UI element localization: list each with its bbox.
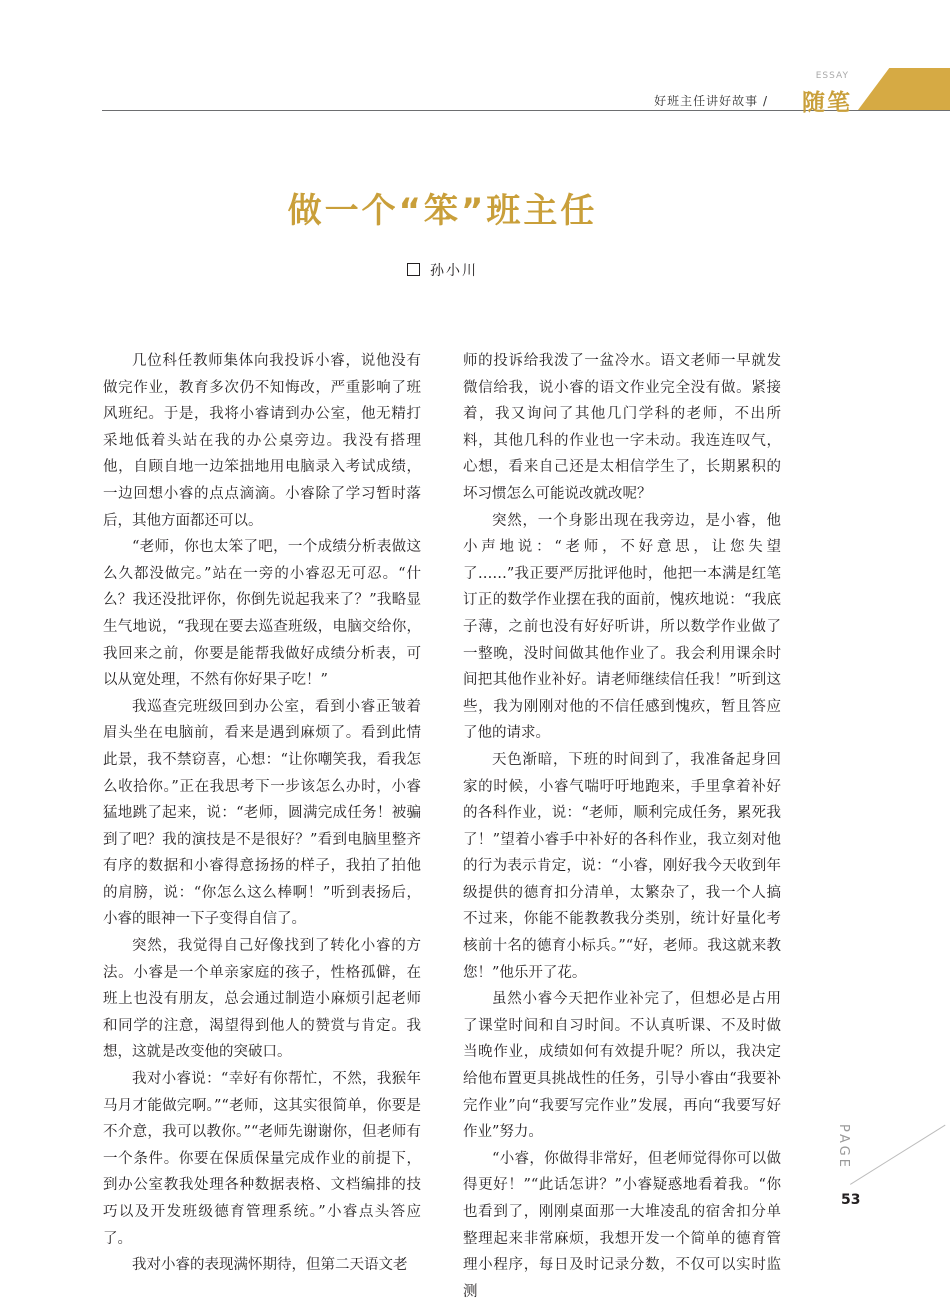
left-column: [103, 348, 421, 1279]
paragraph: “老师，你也太笨了吧，一个成绩分析表做这么久都没做完。”站在一旁的小睿忍无可忍。“什么？我还没批评你，你倒先说起我来了？”我略显生气地说，“我现在要去巡查班级，电脑交给你，我回来之前，你要是能帮我做好成绩分析表，可以从宽处理，不然有你好果子吃！”: [103, 539, 421, 689]
author-line: [0, 260, 885, 280]
paragraph: 我对小睿说：“幸好有你帮忙，不然，我猴年马月才能做完啊。”“老师，这其实很简单，你要是不介意，我可以教你。”“老师先谢谢你，但老师有一个条件。你要在保质保量完成作业的前提下，到办公室教我处理各种数据表格、文档编排的技巧以及开发班级德育管理系统。”小睿点头答应了。: [103, 1071, 421, 1247]
page-divider: [850, 1125, 946, 1185]
column-label: 好班主任讲好故事 /: [654, 94, 768, 108]
paragraph: 突然，一个身影出现在我旁边，是小睿，他小声地说：“老师，不好意思，让您失望了……”我正要严厉批评他时，他把一本满是红笔订正的数学作业摆在我的面前，愧疚地说：“我底子薄，之前也没有好好听讲，所以数学作业做了一整晚，没时间做其他作业了。我会利用课余时间把其他作业补好。请老师继续信任我！”听到这些，我为刚刚对他的不信任感到愧疚，暂且答应了他的请求。: [463, 512, 781, 742]
paragraph: 我巡查完班级回到办公室，看到小睿正皱着眉头坐在电脑前，看来是遇到麻烦了。看到此情此景，我不禁窃喜，心想：“让你嘲笑我，看我怎么收拾你。”正在我思考下一步该怎么办时，小睿猛地跳了起来，说：“老师，圆满完成任务！被骗到了吧？我的演技是不是很好？”看到电脑里整齐有序的数据和小睿得意扬扬的样子，我拍了拍他的肩膀，说：“你怎么这么棒啊！”听到表扬后，小睿的眼神一下子变得自信了。: [103, 698, 421, 928]
page-label: PAGE: [836, 1124, 851, 1170]
paragraph: 突然，我觉得自己好像找到了转化小睿的方法。小睿是一个单亲家庭的孩子，性格孤僻，在班上也没有朋友，总会通过制造小麻烦引起老师和同学的注意，渴望得到他人的赞赏与肯定。我想，这就是改变他的突破口。: [103, 938, 421, 1061]
paragraph: 虽然小睿今天把作业补完了，但想必是占用了课堂时间和自习时间。不认真听课、不及时做当晚作业，成绩如何有效提升呢？所以，我决定给他布置更具挑战性的任务，引导小睿由“我要补完作业”向“我要写完作业”发展，再向“我要写好作业”努力。: [463, 991, 781, 1141]
paragraph: “小睿，你做得非常好，但老师觉得你可以做得更好！”“此话怎讲？”小睿疑惑地看着我。“你也看到了，刚刚桌面那一大堆凌乱的宿舍扣分单整理起来非常麻烦，我想开发一个简单的德育管理小程序，每日及时记录分数，不仅可以实时监测: [463, 1150, 781, 1300]
essay-label: ESSAY: [815, 71, 849, 81]
paragraph-continued: 师的投诉给我泼了一盆冷水。语文老师一早就发微信给我，说小睿的语文作业完全没有做。紧接着，我又询问了其他几门学科的老师，不出所料，其他几科的作业也一字未动。我连连叹气，心想，看来自己还是太相信学生了，长期累积的坏习惯怎么可能说改就改呢？: [463, 353, 781, 502]
page-number: 53: [841, 1192, 861, 1208]
paragraph: 我对小睿的表现满怀期待，但第二天语文老: [132, 1257, 408, 1274]
article-title: 做一个“笨”班主任: [287, 191, 598, 231]
square-bullet-icon: [407, 263, 420, 276]
section-title: 随笔: [802, 90, 852, 116]
paragraph: 几位科任教师集体向我投诉小睿，说他没有做完作业，教育多次仍不知悔改，严重影响了班风班纪。于是，我将小睿请到办公室，他无精打采地低着头站在我的办公桌旁边。我没有搭理他，自顾自地一边笨拙地用电脑录入考试成绩，一边回想小睿的点点滴滴。小睿除了学习暂时落后，其他方面都还可以。: [103, 353, 421, 529]
paragraph: 天色渐暗，下班的时间到了，我准备起身回家的时候，小睿气喘吁吁地跑来，手里拿着补好的各科作业，说：“老师，顺利完成任务，累死我了！”望着小睿手中补好的各科作业，我立刻对他的行为表示肯定，说：“小睿，刚好我今天收到年级提供的德育扣分清单，太繁杂了，我一个人搞不过来，你能不能教教我分类别，统计好量化考核前十名的德育小标兵。”“好，老师。我这就来教您！”他乐开了花。: [463, 751, 781, 981]
author-name: 孙小川: [430, 263, 478, 279]
right-column: [463, 348, 781, 1305]
header-corner-triangle: [858, 68, 950, 110]
